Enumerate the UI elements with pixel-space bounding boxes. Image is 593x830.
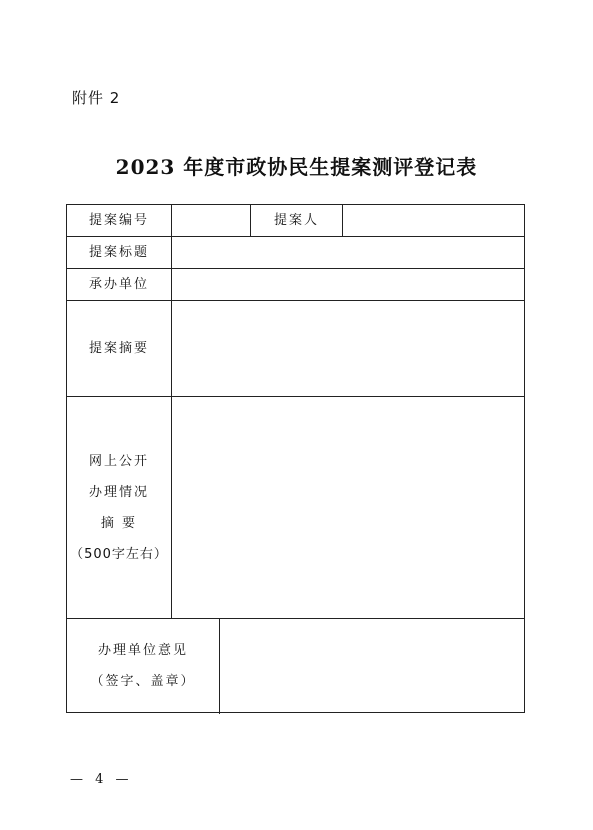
proposal-summary-field[interactable]	[172, 301, 524, 396]
page-number: — 4 —	[70, 772, 133, 787]
proposer-label: 提案人	[273, 213, 319, 228]
online-summary-label-note: （500字左右）	[70, 546, 168, 562]
online-summary-label-line: 摘 要	[100, 515, 138, 531]
proposal-summary-label: 提案摘要	[88, 341, 149, 356]
undertaking-unit-field[interactable]	[172, 269, 524, 300]
unit-opinion-label	[67, 619, 219, 712]
proposal-title-field[interactable]	[172, 237, 524, 268]
registration-form-table	[66, 204, 525, 713]
online-summary-label-line: 网上公开	[88, 453, 149, 469]
online-summary-field[interactable]	[172, 397, 524, 618]
online-summary-label	[67, 397, 171, 618]
proposal-number-label: 提案编号	[88, 213, 149, 228]
page-title: 2023 年度市政协民生提案测评登记表	[115, 155, 478, 179]
unit-opinion-label-line: 办理单位意见	[97, 642, 188, 658]
proposer-field[interactable]	[343, 205, 524, 236]
attachment-label: 附件 2	[72, 89, 121, 107]
proposal-number-field[interactable]	[172, 205, 250, 236]
online-summary-label-line: 办理情况	[88, 484, 149, 500]
proposal-title-label: 提案标题	[88, 245, 149, 260]
unit-opinion-field[interactable]	[220, 619, 524, 712]
unit-opinion-label-note: （签字、盖章）	[90, 673, 196, 689]
undertaking-unit-label: 承办单位	[88, 277, 149, 292]
